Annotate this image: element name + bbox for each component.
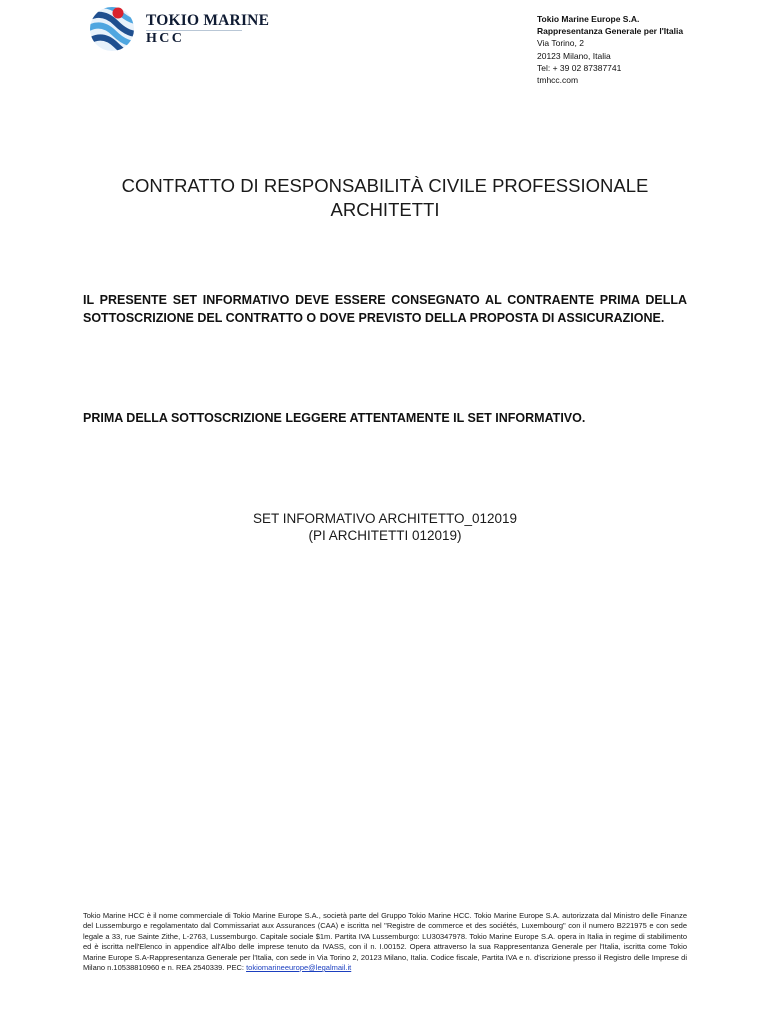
tokio-marine-logo-icon — [84, 3, 140, 53]
set-code-line-2: (PI ARCHITETTI 012019) — [308, 528, 462, 543]
company-address-block — [537, 13, 683, 86]
set-informativo-code — [60, 510, 710, 544]
company-logo — [84, 3, 270, 53]
set-code-line-1: SET INFORMATIVO ARCHITETTO_012019 — [252, 511, 518, 526]
company-name: Tokio Marine Europe S.A. — [537, 14, 640, 24]
document-title-line-2: ARCHITETTI — [330, 199, 440, 220]
document-title-line-1: CONTRATTO DI RESPONSABILITÀ CIVILE PROFESSIONALE — [121, 175, 649, 196]
legal-footer — [83, 911, 687, 973]
pec-email-link[interactable]: tokiomarineeurope@legalmail.it — [246, 963, 352, 973]
document-title — [60, 174, 710, 222]
street-address: Via Torino, 2 — [537, 38, 584, 49]
phone-number: Tel: + 39 02 87387741 — [537, 62, 622, 73]
website: tmhcc.com — [537, 75, 579, 86]
city-address: 20123 Milano, Italia — [537, 50, 611, 61]
office-name: Rappresentanza Generale per l'Italia — [537, 26, 684, 37]
read-carefully-notice: PRIMA DELLA SOTTOSCRIZIONE LEGGERE ATTENTAMENTE IL SET INFORMATIVO. — [83, 411, 586, 425]
legal-footer-text: Tokio Marine HCC è il nome commerciale di Tokio Marine Europe S.A., società parte del Gruppo Tokio Marine HCC. Tokio Marine Europe S.A. autorizzata dal Ministro delle Finanze del Lussemburgo e regolamentato dal Commissariat aux Assurances (CAA) e iscritta nel "Registre de commerce et des sociétés, Luxembourg" con il numero B221975 e con sede legale a 33, rue Sainte Zithe, L-2763, Lussemburgo. Capitale sociale $1m. Partita IVA Lussemburgo: LU30347978. Tokio Marine Europe S.A. opera in Italia in regime di stabilimento ed è iscritta nell'Elenco in appendice all'Albo delle imprese tenuto da IVASS, con il n. I.00152. Opera attraverso la sua Rappresentanza Generale per l'Italia, iscritta come Tokio Marine Europe S.A-Rappresentanza Generale per l'Italia, con sede in Via Torino 2, 20123 Milano, Italia. Codice fiscale, Partita IVA e n. d'iscrizione presso il Registro delle Imprese di Milano n.10538810960 e n. REA 2540339. PEC: — [83, 911, 687, 973]
logo-subtitle: HCC — [146, 31, 185, 46]
logo-wordmark: TOKIO MARINE — [146, 12, 270, 29]
delivery-notice: IL PRESENTE SET INFORMATIVO DEVE ESSERE CONSEGNATO AL CONTRAENTE PRIMA DELLA SOTTOSCRIZIONE DEL CONTRATTO O DOVE PREVISTO DELLA PROPOSTA DI ASSICURAZIONE. — [83, 293, 687, 325]
